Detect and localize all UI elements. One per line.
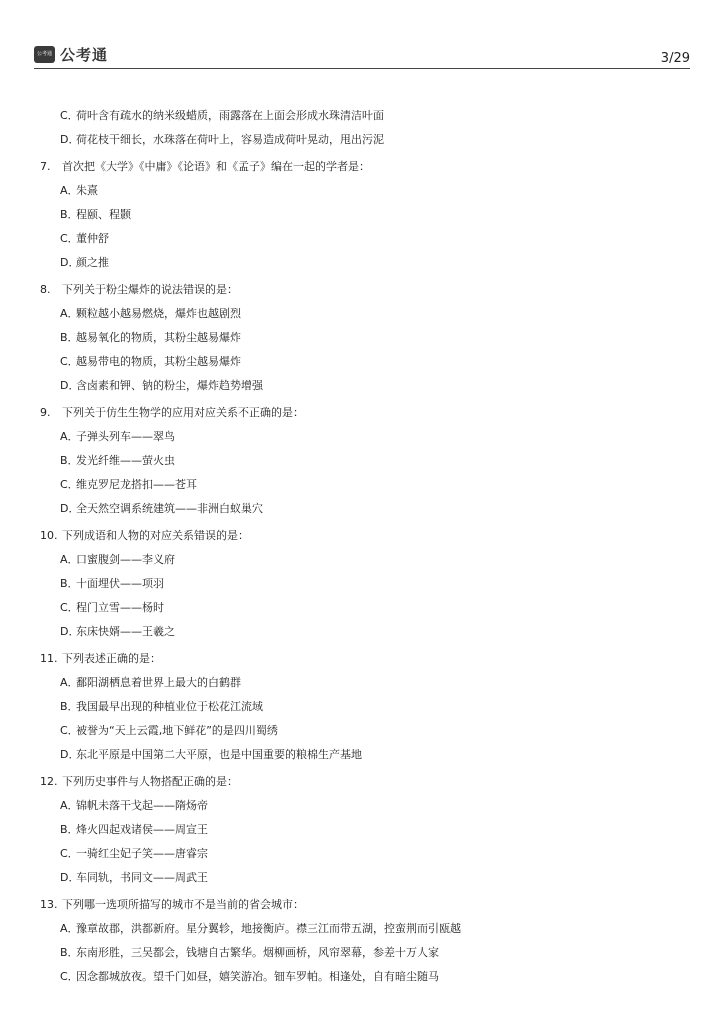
question-text: 下列表述正确的是： bbox=[62, 652, 161, 665]
option-text: 荷叶含有疏水的纳米级蜡质，雨露落在上面会形成水珠清洁叶面 bbox=[76, 109, 384, 122]
option-text: 东床快婿——王羲之 bbox=[76, 625, 175, 638]
option-row bbox=[40, 499, 690, 523]
option-label: D． bbox=[60, 133, 80, 146]
option-row bbox=[40, 181, 690, 205]
option-text: 我国最早出现的种植业位于松花江流域 bbox=[76, 700, 263, 713]
page-header bbox=[34, 40, 690, 70]
option-label: D． bbox=[60, 871, 80, 884]
option-text: 子弹头列车——翠鸟 bbox=[76, 430, 175, 443]
option-row bbox=[40, 820, 690, 844]
logo-text: 公考通 bbox=[60, 46, 109, 64]
question-text: 下列关于仿生生物学的应用对应关系不正确的是： bbox=[62, 406, 304, 419]
option-row bbox=[40, 868, 690, 892]
option-text: 因念都城放夜。望千门如昼，嬉笑游冶。钿车罗帕。相逢处，自有暗尘随马 bbox=[76, 970, 439, 983]
option-text: 含卤素和钾、钠的粉尘，爆炸趋势增强 bbox=[76, 379, 263, 392]
option-label: B． bbox=[60, 946, 79, 959]
option-text: 董仲舒 bbox=[76, 232, 109, 245]
question-stem bbox=[40, 772, 690, 796]
option-row bbox=[40, 697, 690, 721]
option-label: C． bbox=[60, 847, 79, 860]
question-number: 7. bbox=[40, 160, 51, 173]
option-row bbox=[40, 253, 690, 277]
option-label: C． bbox=[60, 724, 79, 737]
option-text: 维克罗尼龙搭扣——苍耳 bbox=[76, 478, 197, 491]
option-label: D． bbox=[60, 748, 80, 761]
question-number: 12. bbox=[40, 775, 58, 788]
question-text: 下列历史事件与人物搭配正确的是： bbox=[62, 775, 238, 788]
question-stem bbox=[40, 526, 690, 550]
option-label: C． bbox=[60, 478, 79, 491]
option-row bbox=[40, 376, 690, 400]
option-label: A． bbox=[60, 553, 79, 566]
option-text: 东南形胜，三吴都会，钱塘自古繁华。烟柳画桥，风帘翠幕，参差十万人家 bbox=[76, 946, 439, 959]
option-label: D． bbox=[60, 502, 80, 515]
option-text: 越易带电的物质，其粉尘越易爆炸 bbox=[76, 355, 241, 368]
option-row bbox=[40, 130, 690, 154]
question-9 bbox=[40, 403, 690, 523]
option-text: 程门立雪——杨时 bbox=[76, 601, 164, 614]
option-label: C． bbox=[60, 109, 79, 122]
option-label: A． bbox=[60, 676, 79, 689]
option-label: D． bbox=[60, 625, 80, 638]
option-label: C． bbox=[60, 601, 79, 614]
page-number: 3/29 bbox=[660, 51, 690, 66]
question-content bbox=[40, 106, 690, 991]
option-row bbox=[40, 844, 690, 868]
option-label: C． bbox=[60, 232, 79, 245]
question-stem bbox=[40, 280, 690, 304]
option-text: 被誉为“天上云霞,地下鲜花”的是四川蜀绣 bbox=[76, 724, 278, 737]
option-label: A． bbox=[60, 307, 79, 320]
question-stem bbox=[40, 895, 690, 919]
option-text: 烽火四起戏诸侯——周宣王 bbox=[76, 823, 208, 836]
question-number: 11. bbox=[40, 652, 58, 665]
logo-badge-icon: 公考通 bbox=[34, 46, 55, 63]
option-row bbox=[40, 622, 690, 646]
option-text: 颜之推 bbox=[76, 256, 109, 269]
option-row bbox=[40, 229, 690, 253]
option-text: 朱熹 bbox=[76, 184, 98, 197]
option-label: D． bbox=[60, 379, 80, 392]
option-text: 程颐、程颢 bbox=[76, 208, 131, 221]
option-row bbox=[40, 721, 690, 745]
option-row bbox=[40, 919, 690, 943]
question-13 bbox=[40, 895, 690, 991]
option-label: B． bbox=[60, 454, 79, 467]
option-label: D． bbox=[60, 256, 80, 269]
option-row bbox=[40, 304, 690, 328]
option-row bbox=[40, 352, 690, 376]
question-number: 9. bbox=[40, 406, 51, 419]
question-number: 13. bbox=[40, 898, 58, 911]
option-label: A． bbox=[60, 184, 79, 197]
option-text: 发光纤维——萤火虫 bbox=[76, 454, 175, 467]
question-7 bbox=[40, 157, 690, 277]
option-text: 荷花枝干细长，水珠落在荷叶上，容易造成荷叶晃动，甩出污泥 bbox=[76, 133, 384, 146]
option-row bbox=[40, 943, 690, 967]
option-text: 鄱阳湖栖息着世界上最大的白鹤群 bbox=[76, 676, 241, 689]
option-row bbox=[40, 328, 690, 352]
question-number: 8. bbox=[40, 283, 51, 296]
option-text: 锦帆未落干戈起——隋炀帝 bbox=[76, 799, 208, 812]
option-text: 全天然空调系统建筑——非洲白蚁巢穴 bbox=[76, 502, 263, 515]
option-row bbox=[40, 673, 690, 697]
option-label: B． bbox=[60, 208, 79, 221]
option-row bbox=[40, 550, 690, 574]
option-row bbox=[40, 967, 690, 991]
option-label: B． bbox=[60, 700, 79, 713]
question-12 bbox=[40, 772, 690, 892]
question-11 bbox=[40, 649, 690, 769]
question-text: 下列成语和人物的对应关系错误的是： bbox=[62, 529, 249, 542]
option-text: 颗粒越小越易燃烧，爆炸也越剧烈 bbox=[76, 307, 241, 320]
option-row bbox=[40, 106, 690, 130]
question-number: 10. bbox=[40, 529, 58, 542]
option-row bbox=[40, 598, 690, 622]
question-10 bbox=[40, 526, 690, 646]
question-stem bbox=[40, 403, 690, 427]
option-label: C． bbox=[60, 355, 79, 368]
option-label: B． bbox=[60, 577, 79, 590]
option-row bbox=[40, 475, 690, 499]
option-text: 口蜜腹剑——李义府 bbox=[76, 553, 175, 566]
option-row bbox=[40, 745, 690, 769]
option-label: B． bbox=[60, 823, 79, 836]
option-row bbox=[40, 574, 690, 598]
option-text: 东北平原是中国第二大平原，也是中国重要的粮棉生产基地 bbox=[76, 748, 362, 761]
option-row bbox=[40, 205, 690, 229]
option-label: B． bbox=[60, 331, 79, 344]
option-text: 车同轨，书同文——周武王 bbox=[76, 871, 208, 884]
header-divider bbox=[34, 68, 690, 69]
option-row bbox=[40, 451, 690, 475]
question-stem bbox=[40, 157, 690, 181]
option-label: A． bbox=[60, 922, 79, 935]
option-row bbox=[40, 427, 690, 451]
question-text: 下列哪一选项所描写的城市不是当前的省会城市： bbox=[62, 898, 304, 911]
option-row bbox=[40, 796, 690, 820]
option-text: 越易氧化的物质，其粉尘越易爆炸 bbox=[76, 331, 241, 344]
brand-logo bbox=[34, 44, 108, 65]
option-label: A． bbox=[60, 799, 79, 812]
option-text: 一骑红尘妃子笑——唐睿宗 bbox=[76, 847, 208, 860]
question-text: 首次把《大学》《中庸》《论语》和《孟子》编在一起的学者是： bbox=[62, 160, 370, 173]
option-text: 豫章故郡，洪都新府。星分翼轸，地接衡庐。襟三江而带五湖，控蛮荆而引瓯越 bbox=[76, 922, 461, 935]
option-text: 十面埋伏——项羽 bbox=[76, 577, 164, 590]
option-label: C． bbox=[60, 970, 79, 983]
question-text: 下列关于粉尘爆炸的说法错误的是： bbox=[62, 283, 238, 296]
question-8 bbox=[40, 280, 690, 400]
option-label: A． bbox=[60, 430, 79, 443]
question-stem bbox=[40, 649, 690, 673]
